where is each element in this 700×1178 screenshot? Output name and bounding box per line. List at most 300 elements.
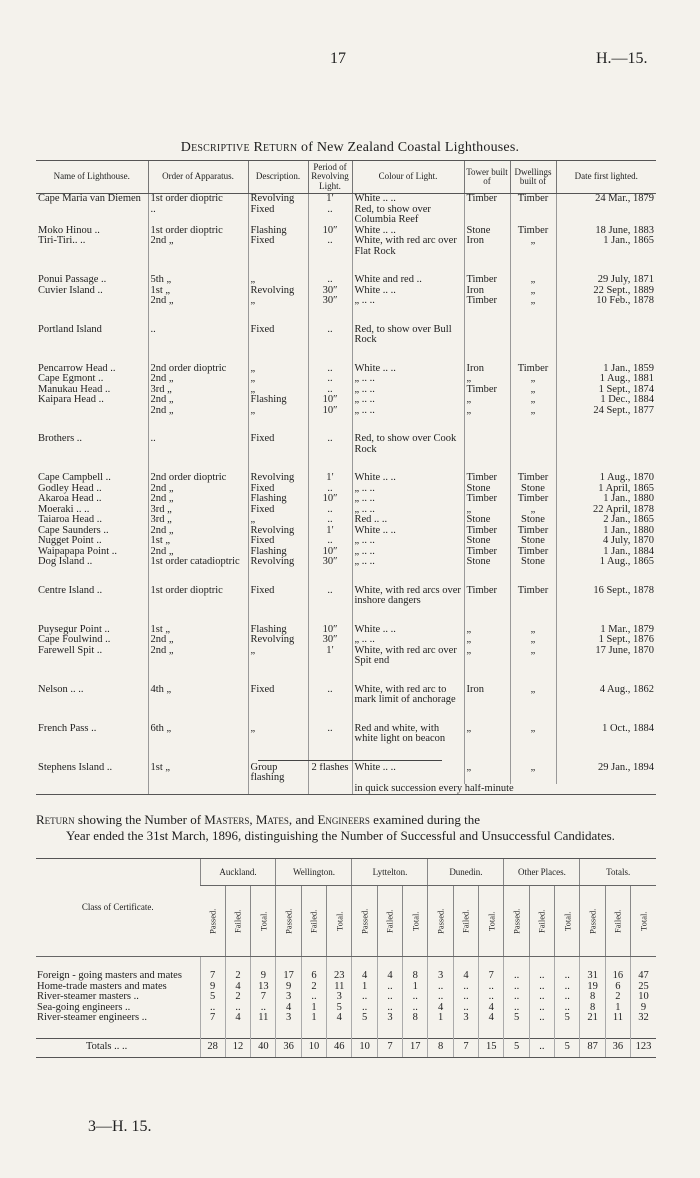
lighthouse-cell: 10 Feb., 1878: [556, 296, 656, 307]
lighthouse-cell: „: [510, 635, 556, 646]
examination-cell: 2: [225, 992, 250, 1003]
lighthouse-cell: [556, 205, 656, 226]
lighthouse-cell: Fixed: [248, 205, 308, 226]
examination-cell: ..: [555, 982, 580, 993]
lighthouse-cell: 22 April, 1878: [556, 505, 656, 516]
lighthouse-cell: „ .. ..: [352, 557, 464, 568]
spacer-cell: [464, 307, 510, 325]
table-row: [36, 646, 656, 667]
lighthouse-cell: 2nd „: [148, 635, 248, 646]
spacer-cell: [556, 607, 656, 625]
examination-cell: ..: [453, 1003, 478, 1014]
lighthouse-cell: [36, 406, 148, 417]
lighthouse-cell: 17 June, 1870: [556, 646, 656, 667]
spacer-cell: [428, 957, 453, 972]
lighthouse-cell: Cape Egmont ..: [38, 374, 104, 385]
examination-cell: ..: [403, 992, 428, 1003]
spacer-cell: [248, 706, 308, 724]
totals-cell: 123: [631, 1038, 656, 1057]
lighthouse-cell: 2nd „: [148, 395, 248, 406]
lighthouse-cell: „: [464, 505, 510, 516]
examination-cell: 3: [276, 992, 301, 1003]
lighthouse-cell: „: [510, 395, 556, 406]
lighthouse-cell: „ .. ..: [352, 296, 464, 307]
examination-cell: 11: [605, 1013, 630, 1024]
spacer-cell: [276, 957, 301, 972]
spacer-cell: [403, 957, 428, 972]
lighthouse-cell: Ponui Passage ..: [38, 275, 107, 286]
lighthouse-cell: Manukau Head ..: [38, 384, 111, 395]
lighthouse-cell: 10″: [308, 625, 352, 636]
examination-cell: 1: [352, 982, 377, 993]
examination-cell: ..: [225, 1003, 250, 1014]
lighthouse-table-title: [0, 140, 700, 156]
spacer-cell: [148, 455, 248, 473]
lighthouse-cell: „ .. ..: [352, 494, 464, 505]
title-part-b: and: [292, 812, 318, 827]
lighthouse-cell: „ .. ..: [352, 406, 464, 417]
sub-header: [276, 886, 301, 957]
examination-table-title: [36, 812, 656, 845]
lighthouse-cell: „ .. ..: [352, 536, 464, 547]
spacer-cell: [556, 416, 656, 434]
lighthouse-cell: Iron: [464, 236, 510, 257]
lighthouse-cell: White .. ..: [352, 286, 464, 297]
spacer-cell: [510, 667, 556, 685]
lighthouse-cell: Timber: [510, 194, 556, 205]
lighthouse-cell: 10″: [308, 226, 352, 237]
lighthouse-cell: Farewell Spit ..: [38, 645, 103, 656]
examination-cell: 3: [327, 992, 352, 1003]
examination-cell: 17: [276, 971, 301, 982]
page-number: 17: [330, 50, 346, 67]
lighthouse-cell: „: [510, 374, 556, 385]
examination-rows: [36, 957, 656, 1058]
table-row: [36, 226, 656, 237]
spacer-cell: [510, 706, 556, 724]
spacer-cell: [308, 346, 352, 364]
lighthouse-cell: White .. ..: [352, 526, 464, 537]
examination-cell: 4: [453, 971, 478, 982]
lighthouse-cell: White, with red arc over Flat Rock: [352, 236, 464, 257]
spacer-cell: [510, 257, 556, 275]
lighthouse-table: [36, 160, 656, 795]
lighthouse-cell: 6th „: [148, 724, 248, 745]
lighthouse-cell: Timber: [510, 364, 556, 375]
lighthouse-cell: „ .. ..: [352, 635, 464, 646]
examination-cell: 4: [225, 982, 250, 993]
sub-header: [200, 886, 225, 957]
lighthouse-cell: 2nd order dioptric: [148, 473, 248, 484]
sub-header-label: Failed.: [612, 909, 623, 933]
spacer-cell: [251, 957, 276, 972]
lighthouse-cell: Stephens Island ..: [38, 762, 113, 773]
spacer-cell: [479, 1024, 504, 1039]
row-spacer: [36, 416, 656, 434]
lighthouse-cell: Revolving: [248, 473, 308, 484]
totals-cell: 8: [428, 1038, 453, 1057]
lighthouse-cell: 2nd „: [148, 494, 248, 505]
title-smallcaps: Descriptive Return: [180, 140, 298, 155]
lighthouse-cell: Stone: [464, 536, 510, 547]
examination-cell: 5: [555, 1013, 580, 1024]
spacer-cell: [200, 1024, 225, 1039]
lighthouse-cell: 24 Mar., 1879: [556, 194, 656, 205]
lighthouse-cell: Flashing: [248, 625, 308, 636]
table-row: [36, 536, 656, 547]
lighthouse-cell: Kaipara Head ..: [38, 395, 104, 406]
lighthouse-cell: 1st „: [148, 763, 248, 784]
spacer-cell: [464, 745, 510, 763]
totals-cell: 46: [327, 1038, 352, 1057]
spacer-cell: [308, 568, 352, 586]
lighthouse-cell: Timber: [510, 473, 556, 484]
table-row: [36, 992, 656, 1003]
sub-header: [301, 886, 326, 957]
lighthouse-cell: [510, 434, 556, 455]
spacer-cell: [148, 346, 248, 364]
examination-cell: Home-trade masters and mates: [37, 980, 167, 992]
table-row: [36, 484, 656, 495]
lighthouse-cell: Centre Island ..: [38, 585, 103, 596]
lighthouse-cell: „: [248, 515, 308, 526]
lighthouse-cell: 2nd „: [148, 236, 248, 257]
lighthouse-cell: [36, 296, 148, 307]
table-row: [36, 194, 656, 205]
examination-cell: 11: [251, 1013, 276, 1024]
lighthouse-cell: „: [510, 286, 556, 297]
lighthouse-cell: White .. ..: [352, 763, 464, 784]
spacer-cell: [148, 257, 248, 275]
sub-header: [555, 886, 580, 957]
examination-cell: 8: [403, 1013, 428, 1024]
lighthouse-cell: Stone: [510, 557, 556, 568]
table-row: [36, 275, 656, 286]
spacer-cell: [504, 957, 529, 972]
sub-header: [479, 886, 504, 957]
lighthouse-cell: Timber: [464, 275, 510, 286]
lighthouse-cell: ..: [308, 724, 352, 745]
spacer-cell: [504, 1024, 529, 1039]
examination-cell: 4: [327, 1013, 352, 1024]
examination-cell: 2: [225, 971, 250, 982]
lighthouse-cell: ..: [308, 374, 352, 385]
spacer-cell: [510, 745, 556, 763]
table-row: [36, 586, 656, 607]
examination-cell: 5: [352, 1013, 377, 1024]
lighthouse-cell: Red, to show over Bull Rock: [352, 325, 464, 346]
totals-cell: 36: [276, 1038, 301, 1057]
lighthouse-cell: Cape Maria van Diemen: [38, 193, 141, 205]
examination-cell: ..: [529, 1003, 554, 1014]
examination-cell: 47: [631, 971, 656, 982]
lighthouse-rows: [36, 194, 656, 795]
lighthouse-cell: Stone: [510, 484, 556, 495]
spacer-cell: [148, 607, 248, 625]
spacer-cell: [453, 1024, 478, 1039]
sub-header-label: Total.: [638, 911, 649, 931]
row-spacer: [36, 1024, 656, 1039]
lighthouse-cell: „: [510, 724, 556, 745]
spacer-cell: [308, 607, 352, 625]
examination-cell: 2: [605, 992, 630, 1003]
lighthouse-cell: „: [248, 296, 308, 307]
lighthouse-cell: Nugget Point ..: [38, 536, 102, 547]
lighthouse-cell: ..: [308, 515, 352, 526]
lighthouse-cell: Puysegur Point ..: [38, 624, 110, 635]
examination-cell: 3: [453, 1013, 478, 1024]
examination-cell: 4: [479, 1013, 504, 1024]
lighthouse-cell: 1 Jan., 1884: [556, 547, 656, 558]
spacer-cell: [453, 957, 478, 972]
lighthouse-cell: [464, 434, 510, 455]
lighthouse-cell: 1 Aug., 1881: [556, 374, 656, 385]
spacer-cell: [464, 455, 510, 473]
examination-cell: Foreign - going masters and mates: [37, 970, 182, 981]
spacer-cell: [248, 568, 308, 586]
examination-cell: 31: [580, 971, 605, 982]
examination-cell: 13: [251, 982, 276, 993]
examination-cell: 8: [403, 971, 428, 982]
spacer-cell: [580, 1024, 605, 1039]
spacer-cell: [36, 257, 148, 275]
lighthouse-cell: Red .. ..: [352, 515, 464, 526]
table-row: [36, 236, 656, 257]
spacer-cell: [308, 667, 352, 685]
lighthouse-cell: 2nd „: [148, 406, 248, 417]
examination-cell: 1: [301, 1013, 326, 1024]
sub-header-label: Total.: [410, 911, 421, 931]
lighthouse-cell: Red, to show over Cook Rock: [352, 434, 464, 455]
examination-cell: ..: [555, 992, 580, 1003]
lighthouse-cell: ..: [148, 205, 248, 226]
sub-header-label: Total.: [258, 911, 269, 931]
spacer-cell: [36, 667, 148, 685]
lighthouse-cell: 10″: [308, 494, 352, 505]
spacer-cell: [556, 706, 656, 724]
examination-cell: ..: [352, 1003, 377, 1014]
examination-cell: ..: [377, 1003, 402, 1014]
spacer-cell: [464, 706, 510, 724]
table-row: [36, 434, 656, 455]
title-rest: of New Zealand Coastal Lighthouses.: [297, 140, 520, 155]
lighthouse-cell: 1′: [308, 526, 352, 537]
lighthouse-header-row: [36, 161, 656, 194]
spacer-cell: [556, 346, 656, 364]
spacer-cell: [352, 706, 464, 724]
lighthouse-cell: Fixed: [248, 505, 308, 516]
lighthouse-column-header: Order of Apparatus.: [148, 161, 248, 194]
table-row: [36, 635, 656, 646]
examination-cell: 2: [301, 982, 326, 993]
lighthouse-cell: Fixed: [248, 536, 308, 547]
lighthouse-cell: Fixed: [248, 484, 308, 495]
spacer-cell: [529, 1024, 554, 1039]
lighthouse-cell: Stone: [464, 226, 510, 237]
spacer-cell: [36, 346, 148, 364]
lighthouse-cell: 1st order dioptric: [148, 194, 248, 205]
lighthouse-cell: ..: [308, 586, 352, 607]
spacer-cell: [148, 568, 248, 586]
sub-header-label: Passed.: [435, 908, 446, 934]
examination-cell: 7: [200, 1013, 225, 1024]
lighthouse-cell: „: [248, 385, 308, 396]
lighthouse-cell: Taiaroa Head ..: [38, 515, 102, 526]
lighthouse-cell: Timber: [464, 547, 510, 558]
sub-header-label: Passed.: [511, 908, 522, 934]
spacer-cell: [308, 257, 352, 275]
examination-cell: 3: [276, 1013, 301, 1024]
lighthouse-cell: Brothers ..: [38, 434, 83, 445]
footer-reference: 3—H. 15.: [88, 1118, 152, 1135]
place-header: Wellington.: [276, 859, 352, 886]
examination-cell: 5: [327, 1003, 352, 1014]
examination-cell: ..: [428, 992, 453, 1003]
examination-cell: ..: [200, 1003, 225, 1014]
row-spacer: [36, 307, 656, 325]
spacer-cell: [464, 607, 510, 625]
lighthouse-cell: 3rd „: [148, 505, 248, 516]
lighthouse-cell: „: [248, 406, 308, 417]
lighthouse-cell: Tiri-Tiri.. ..: [38, 236, 86, 247]
totals-cell: 28: [200, 1038, 225, 1057]
spacer-cell: [308, 455, 352, 473]
lighthouse-cell: 2 flashes: [308, 763, 352, 784]
lighthouse-cell: „: [464, 406, 510, 417]
lighthouse-cell: 30″: [308, 635, 352, 646]
examination-cell: ..: [555, 1003, 580, 1014]
spacer-cell: [308, 307, 352, 325]
lighthouse-cell: „ .. ..: [352, 385, 464, 396]
sub-header: [377, 886, 402, 957]
examination-cell: Sea-going engineers ..: [37, 1001, 131, 1013]
lighthouse-cell: Stone: [464, 484, 510, 495]
sub-header-label: Passed.: [359, 908, 370, 934]
footnote-row: [36, 784, 656, 795]
lighthouse-cell: ..: [308, 484, 352, 495]
lighthouse-cell: 2nd „: [148, 547, 248, 558]
spacer-cell: [248, 257, 308, 275]
examination-cell: 9: [631, 1003, 656, 1014]
spacer-cell: [605, 957, 630, 972]
totals-cell: 7: [453, 1038, 478, 1057]
lighthouse-cell: Iron: [464, 685, 510, 706]
lighthouse-cell: 1st order dioptric: [148, 226, 248, 237]
examination-cell: 4: [352, 971, 377, 982]
lighthouse-column-header: Date first lighted.: [556, 161, 656, 194]
examination-cell: ..: [529, 971, 554, 982]
totals-cell: 10: [352, 1038, 377, 1057]
sub-header-label: Total.: [486, 911, 497, 931]
lighthouse-cell: 22 Sept., 1889: [556, 286, 656, 297]
lighthouse-cell: Timber: [510, 494, 556, 505]
lighthouse-cell: „: [510, 685, 556, 706]
lighthouse-cell: 29 July, 1871: [556, 275, 656, 286]
lighthouse-cell: „: [510, 275, 556, 286]
examination-cell: 4: [225, 1013, 250, 1024]
spacer-cell: [428, 1024, 453, 1039]
lighthouse-cell: 30″: [308, 286, 352, 297]
spacer-cell: [631, 1024, 656, 1039]
lighthouse-cell: „ .. ..: [352, 547, 464, 558]
spacer-cell: [510, 416, 556, 434]
examination-cell: 4: [377, 971, 402, 982]
spacer-cell: [36, 607, 148, 625]
spacer-cell: [352, 1024, 377, 1039]
lighthouse-cell: 1st order dioptric: [148, 586, 248, 607]
examination-cell: 8: [580, 992, 605, 1003]
spacer-cell: [555, 1024, 580, 1039]
spacer-cell: [605, 1024, 630, 1039]
totals-cell: 7: [377, 1038, 402, 1057]
lighthouse-cell: „ .. ..: [352, 395, 464, 406]
lighthouse-cell: Flashing: [248, 395, 308, 406]
lighthouse-cell: Nelson .. ..: [38, 684, 84, 695]
table-row: [36, 385, 656, 396]
table-row: [36, 296, 656, 307]
totals-cell: 10: [301, 1038, 326, 1057]
lighthouse-cell: „: [464, 763, 510, 784]
lighthouse-cell: „: [464, 625, 510, 636]
lighthouse-cell: „: [510, 505, 556, 516]
document-reference: H.—15.: [596, 50, 648, 67]
class-of-certificate-header: Class of Certificate.: [36, 859, 200, 957]
examination-cell: 4: [479, 1003, 504, 1014]
lighthouse-cell: Dog Island ..: [38, 557, 93, 568]
spacer-cell: [352, 346, 464, 364]
examination-cell: 21: [580, 1013, 605, 1024]
lighthouse-cell: Revolving: [248, 194, 308, 205]
table-row: [36, 473, 656, 484]
spacer-cell: [248, 307, 308, 325]
spacer-cell: [556, 745, 656, 763]
sub-header: [428, 886, 453, 957]
examination-cell: ..: [377, 992, 402, 1003]
examination-cell: ..: [453, 982, 478, 993]
table-row: [36, 625, 656, 636]
spacer-cell: [148, 745, 248, 763]
lighthouse-cell: 10″: [308, 406, 352, 417]
lighthouse-cell: White, with red arcs over inshore dangers: [352, 586, 464, 607]
lighthouse-cell: „: [464, 646, 510, 667]
examination-cell: ..: [504, 982, 529, 993]
lighthouse-cell: Timber: [510, 547, 556, 558]
lighthouse-cell: 4 Aug., 1862: [556, 685, 656, 706]
lighthouse-cell: 2nd „: [148, 296, 248, 307]
lighthouse-cell: 2 Jan., 1865: [556, 515, 656, 526]
place-header: Dunedin.: [428, 859, 504, 886]
sub-header-label: Failed.: [308, 909, 319, 933]
examination-cell: 1: [301, 1003, 326, 1014]
row-spacer: [36, 346, 656, 364]
lighthouse-cell: 1 Dec., 1884: [556, 395, 656, 406]
totals-cell: 12: [225, 1038, 250, 1057]
lighthouse-cell: „: [510, 646, 556, 667]
lighthouse-cell: Red and white, with white light on beacon: [352, 724, 464, 745]
sub-header: [403, 886, 428, 957]
lighthouse-cell: Flashing: [248, 547, 308, 558]
lighthouse-cell: Flashing: [248, 494, 308, 505]
examination-cell: 11: [327, 982, 352, 993]
lighthouse-cell: 3rd „: [148, 515, 248, 526]
spacer-cell: [510, 307, 556, 325]
lighthouse-cell: Revolving: [248, 557, 308, 568]
spacer-cell: [36, 706, 148, 724]
lighthouse-cell: 1 Mar., 1879: [556, 625, 656, 636]
spacer-cell: [556, 667, 656, 685]
examination-cell: 9: [276, 982, 301, 993]
lighthouse-cell: Fixed: [248, 586, 308, 607]
